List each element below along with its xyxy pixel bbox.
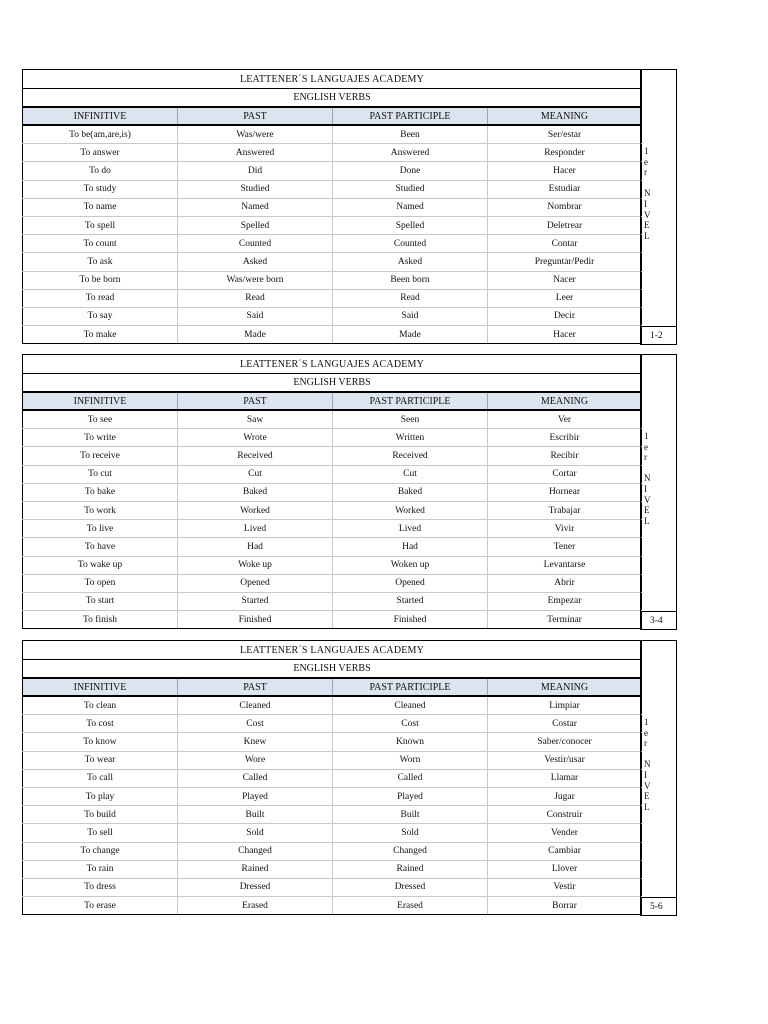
level-letter: L	[644, 515, 650, 526]
meaning-cell: Nombrar	[488, 198, 642, 216]
past-cell: Knew	[178, 733, 333, 751]
meaning-cell: Responder	[488, 144, 642, 162]
table-row	[23, 289, 642, 307]
table-row	[23, 556, 642, 574]
past-participle-cell: Seen	[333, 410, 488, 429]
meaning-cell: Decir	[488, 307, 642, 325]
past-cell: Answered	[178, 144, 333, 162]
level-letter: r	[644, 167, 647, 178]
level-letter: e	[644, 727, 648, 738]
table-row	[23, 307, 642, 325]
past-cell: Studied	[178, 180, 333, 198]
past-cell: Received	[178, 447, 333, 465]
table-row	[23, 751, 642, 769]
past-participle-cell: Worn	[333, 751, 488, 769]
infinitive-cell: To say	[23, 307, 178, 325]
table-row	[23, 235, 642, 253]
header-meaning: MEANING	[488, 392, 642, 410]
header-meaning: MEANING	[488, 107, 642, 125]
past-participle-cell: Finished	[333, 611, 488, 629]
past-participle-cell: Baked	[333, 483, 488, 501]
meaning-cell: Abrir	[488, 574, 642, 592]
level-letter: e	[644, 441, 648, 452]
infinitive-cell: To cost	[23, 715, 178, 733]
past-participle-cell: Done	[333, 162, 488, 180]
level-letter: I	[644, 198, 647, 209]
past-cell: Counted	[178, 235, 333, 253]
past-cell: Started	[178, 592, 333, 610]
past-cell: Wrote	[178, 429, 333, 447]
verb-table	[22, 354, 642, 629]
past-participle-cell: Lived	[333, 520, 488, 538]
past-participle-cell: Woken up	[333, 556, 488, 574]
meaning-cell: Hacer	[488, 326, 642, 344]
past-participle-cell: Named	[333, 198, 488, 216]
table-row	[23, 611, 642, 629]
past-participle-cell: Read	[333, 289, 488, 307]
past-participle-cell: Sold	[333, 824, 488, 842]
level-letter: I	[644, 769, 647, 780]
past-cell: Played	[178, 787, 333, 805]
past-participle-cell: Known	[333, 733, 488, 751]
past-cell: Named	[178, 198, 333, 216]
table-row	[23, 429, 642, 447]
infinitive-cell: To be born	[23, 271, 178, 289]
past-participle-cell: Dressed	[333, 878, 488, 896]
table-row	[23, 715, 642, 733]
infinitive-cell: To do	[23, 162, 178, 180]
meaning-cell: Hornear	[488, 483, 642, 501]
level-letter: N	[644, 759, 651, 770]
table-row	[23, 520, 642, 538]
table-row	[23, 410, 642, 429]
infinitive-cell: To have	[23, 538, 178, 556]
verb-table	[22, 640, 642, 915]
past-cell: Read	[178, 289, 333, 307]
meaning-cell: Empezar	[488, 592, 642, 610]
meaning-cell: Vender	[488, 824, 642, 842]
infinitive-cell: To wear	[23, 751, 178, 769]
table-row	[23, 806, 642, 824]
past-participle-cell: Cost	[333, 715, 488, 733]
infinitive-cell: To ask	[23, 253, 178, 271]
infinitive-cell: To sell	[23, 824, 178, 842]
infinitive-cell: To study	[23, 180, 178, 198]
past-participle-cell: Asked	[333, 253, 488, 271]
infinitive-cell: To cut	[23, 465, 178, 483]
infinitive-cell: To make	[23, 326, 178, 344]
past-cell: Rained	[178, 860, 333, 878]
level-letter: r	[644, 452, 647, 463]
past-cell: Lived	[178, 520, 333, 538]
academy-title: LEATTENER´S LANGUAJES ACADEMY	[23, 355, 642, 374]
past-participle-cell: Received	[333, 447, 488, 465]
level-letter: 1	[644, 717, 649, 727]
level-side-panel	[640, 640, 677, 916]
past-cell: Spelled	[178, 216, 333, 234]
table-row	[23, 271, 642, 289]
table-row	[23, 216, 642, 234]
meaning-cell: Escribir	[488, 429, 642, 447]
past-participle-cell: Written	[333, 429, 488, 447]
table-row	[23, 198, 642, 216]
past-cell: Was/were	[178, 125, 333, 144]
table-row	[23, 769, 642, 787]
table-subtitle: ENGLISH VERBS	[23, 660, 642, 679]
meaning-cell: Levantarse	[488, 556, 642, 574]
meaning-cell: Preguntar/Pedir	[488, 253, 642, 271]
infinitive-cell: To work	[23, 501, 178, 519]
table-subtitle: ENGLISH VERBS	[23, 89, 642, 108]
past-participle-cell: Made	[333, 326, 488, 344]
infinitive-cell: To read	[23, 289, 178, 307]
table-row	[23, 180, 642, 198]
table-row	[23, 574, 642, 592]
level-letter: E	[644, 791, 650, 802]
meaning-cell: Saber/conocer	[488, 733, 642, 751]
level-letter: E	[644, 220, 650, 231]
past-cell: Did	[178, 162, 333, 180]
infinitive-cell: To spell	[23, 216, 178, 234]
meaning-cell: Cambiar	[488, 842, 642, 860]
infinitive-cell: To start	[23, 592, 178, 610]
infinitive-cell: To write	[23, 429, 178, 447]
infinitive-cell: To count	[23, 235, 178, 253]
table-row	[23, 144, 642, 162]
infinitive-cell: To receive	[23, 447, 178, 465]
meaning-cell: Vivir	[488, 520, 642, 538]
infinitive-cell: To open	[23, 574, 178, 592]
level-letter: V	[644, 494, 651, 505]
table-row	[23, 125, 642, 144]
infinitive-cell: To name	[23, 198, 178, 216]
table-row	[23, 162, 642, 180]
table-row	[23, 842, 642, 860]
past-participle-cell: Called	[333, 769, 488, 787]
meaning-cell: Limpiar	[488, 696, 642, 715]
past-cell: Saw	[178, 410, 333, 429]
past-participle-cell: Counted	[333, 235, 488, 253]
header-past-participle: PAST PARTICIPLE	[333, 392, 488, 410]
past-participle-cell: Answered	[333, 144, 488, 162]
table-row	[23, 501, 642, 519]
meaning-cell: Ver	[488, 410, 642, 429]
meaning-cell: Leer	[488, 289, 642, 307]
meaning-cell: Llover	[488, 860, 642, 878]
past-participle-cell: Opened	[333, 574, 488, 592]
past-participle-cell: Spelled	[333, 216, 488, 234]
infinitive-cell: To bake	[23, 483, 178, 501]
level-letter: 1	[644, 146, 649, 156]
table-row	[23, 538, 642, 556]
meaning-cell: Construir	[488, 806, 642, 824]
header-infinitive: INFINITIVE	[23, 107, 178, 125]
past-participle-cell: Studied	[333, 180, 488, 198]
table-row	[23, 860, 642, 878]
infinitive-cell: To see	[23, 410, 178, 429]
past-cell: Sold	[178, 824, 333, 842]
past-cell: Changed	[178, 842, 333, 860]
past-cell: Cost	[178, 715, 333, 733]
meaning-cell: Vestir/usar	[488, 751, 642, 769]
meaning-cell: Jugar	[488, 787, 642, 805]
past-cell: Opened	[178, 574, 333, 592]
header-infinitive: INFINITIVE	[23, 392, 178, 410]
level-letter	[644, 178, 654, 189]
infinitive-cell: To play	[23, 787, 178, 805]
past-cell: Called	[178, 769, 333, 787]
meaning-cell: Vestir	[488, 878, 642, 896]
level-letter: E	[644, 505, 650, 516]
past-participle-cell: Had	[333, 538, 488, 556]
level-vertical-label	[644, 717, 654, 812]
meaning-cell: Terminar	[488, 611, 642, 629]
infinitive-cell: To know	[23, 733, 178, 751]
meaning-cell: Ser/estar	[488, 125, 642, 144]
infinitive-cell: To be(am,are,is)	[23, 125, 178, 144]
header-past: PAST	[178, 678, 333, 696]
infinitive-cell: To rain	[23, 860, 178, 878]
level-letter	[644, 749, 654, 760]
past-participle-cell: Played	[333, 787, 488, 805]
academy-title: LEATTENER´S LANGUAJES ACADEMY	[23, 641, 642, 660]
past-participle-cell: Erased	[333, 897, 488, 915]
table-row	[23, 326, 642, 344]
level-letter: L	[644, 230, 650, 241]
table-row	[23, 253, 642, 271]
past-cell: Made	[178, 326, 333, 344]
table-row	[23, 824, 642, 842]
meaning-cell: Hacer	[488, 162, 642, 180]
past-cell: Cleaned	[178, 696, 333, 715]
past-participle-cell: Said	[333, 307, 488, 325]
table-row	[23, 465, 642, 483]
meaning-cell: Costar	[488, 715, 642, 733]
infinitive-cell: To live	[23, 520, 178, 538]
infinitive-cell: To erase	[23, 897, 178, 915]
past-cell: Finished	[178, 611, 333, 629]
table-row	[23, 696, 642, 715]
level-range: 5-6	[641, 897, 676, 915]
past-cell: Cut	[178, 465, 333, 483]
past-participle-cell: Cut	[333, 465, 488, 483]
past-cell: Dressed	[178, 878, 333, 896]
level-letter: N	[644, 188, 651, 199]
infinitive-cell: To wake up	[23, 556, 178, 574]
table-row	[23, 733, 642, 751]
infinitive-cell: To dress	[23, 878, 178, 896]
past-participle-cell: Built	[333, 806, 488, 824]
meaning-cell: Tener	[488, 538, 642, 556]
past-cell: Said	[178, 307, 333, 325]
header-past: PAST	[178, 392, 333, 410]
meaning-cell: Borrar	[488, 897, 642, 915]
level-letter: N	[644, 473, 651, 484]
header-meaning: MEANING	[488, 678, 642, 696]
meaning-cell: Nacer	[488, 271, 642, 289]
level-letter: L	[644, 801, 650, 812]
academy-title: LEATTENER´S LANGUAJES ACADEMY	[23, 70, 642, 89]
infinitive-cell: To clean	[23, 696, 178, 715]
meaning-cell: Contar	[488, 235, 642, 253]
table-row	[23, 483, 642, 501]
level-side-panel	[640, 354, 677, 630]
table-row	[23, 592, 642, 610]
past-cell: Wore	[178, 751, 333, 769]
past-cell: Erased	[178, 897, 333, 915]
past-cell: Was/were born	[178, 271, 333, 289]
infinitive-cell: To build	[23, 806, 178, 824]
meaning-cell: Trabajar	[488, 501, 642, 519]
level-letter: I	[644, 483, 647, 494]
past-participle-cell: Worked	[333, 501, 488, 519]
past-participle-cell: Rained	[333, 860, 488, 878]
meaning-cell: Recibir	[488, 447, 642, 465]
level-vertical-label	[644, 431, 654, 526]
past-participle-cell: Been	[333, 125, 488, 144]
meaning-cell: Deletrear	[488, 216, 642, 234]
infinitive-cell: To finish	[23, 611, 178, 629]
meaning-cell: Llamar	[488, 769, 642, 787]
level-vertical-label	[644, 146, 654, 241]
level-letter: V	[644, 209, 651, 220]
level-range: 3-4	[641, 611, 676, 629]
past-cell: Asked	[178, 253, 333, 271]
level-letter: r	[644, 738, 647, 749]
header-past-participle: PAST PARTICIPLE	[333, 107, 488, 125]
past-cell: Built	[178, 806, 333, 824]
table-row	[23, 878, 642, 896]
level-letter: V	[644, 780, 651, 791]
level-letter: 1	[644, 431, 649, 441]
level-range: 1-2	[641, 326, 676, 344]
infinitive-cell: To answer	[23, 144, 178, 162]
level-letter: e	[644, 156, 648, 167]
table-row	[23, 447, 642, 465]
infinitive-cell: To call	[23, 769, 178, 787]
level-letter	[644, 463, 654, 474]
infinitive-cell: To change	[23, 842, 178, 860]
past-cell: Had	[178, 538, 333, 556]
meaning-cell: Cortar	[488, 465, 642, 483]
verb-table	[22, 69, 642, 344]
table-row	[23, 897, 642, 915]
header-infinitive: INFINITIVE	[23, 678, 178, 696]
past-participle-cell: Changed	[333, 842, 488, 860]
past-participle-cell: Started	[333, 592, 488, 610]
past-cell: Worked	[178, 501, 333, 519]
header-past: PAST	[178, 107, 333, 125]
table-row	[23, 787, 642, 805]
level-side-panel	[640, 69, 677, 345]
past-participle-cell: Cleaned	[333, 696, 488, 715]
meaning-cell: Estudiar	[488, 180, 642, 198]
past-cell: Woke up	[178, 556, 333, 574]
header-past-participle: PAST PARTICIPLE	[333, 678, 488, 696]
past-cell: Baked	[178, 483, 333, 501]
past-participle-cell: Been born	[333, 271, 488, 289]
table-subtitle: ENGLISH VERBS	[23, 374, 642, 393]
